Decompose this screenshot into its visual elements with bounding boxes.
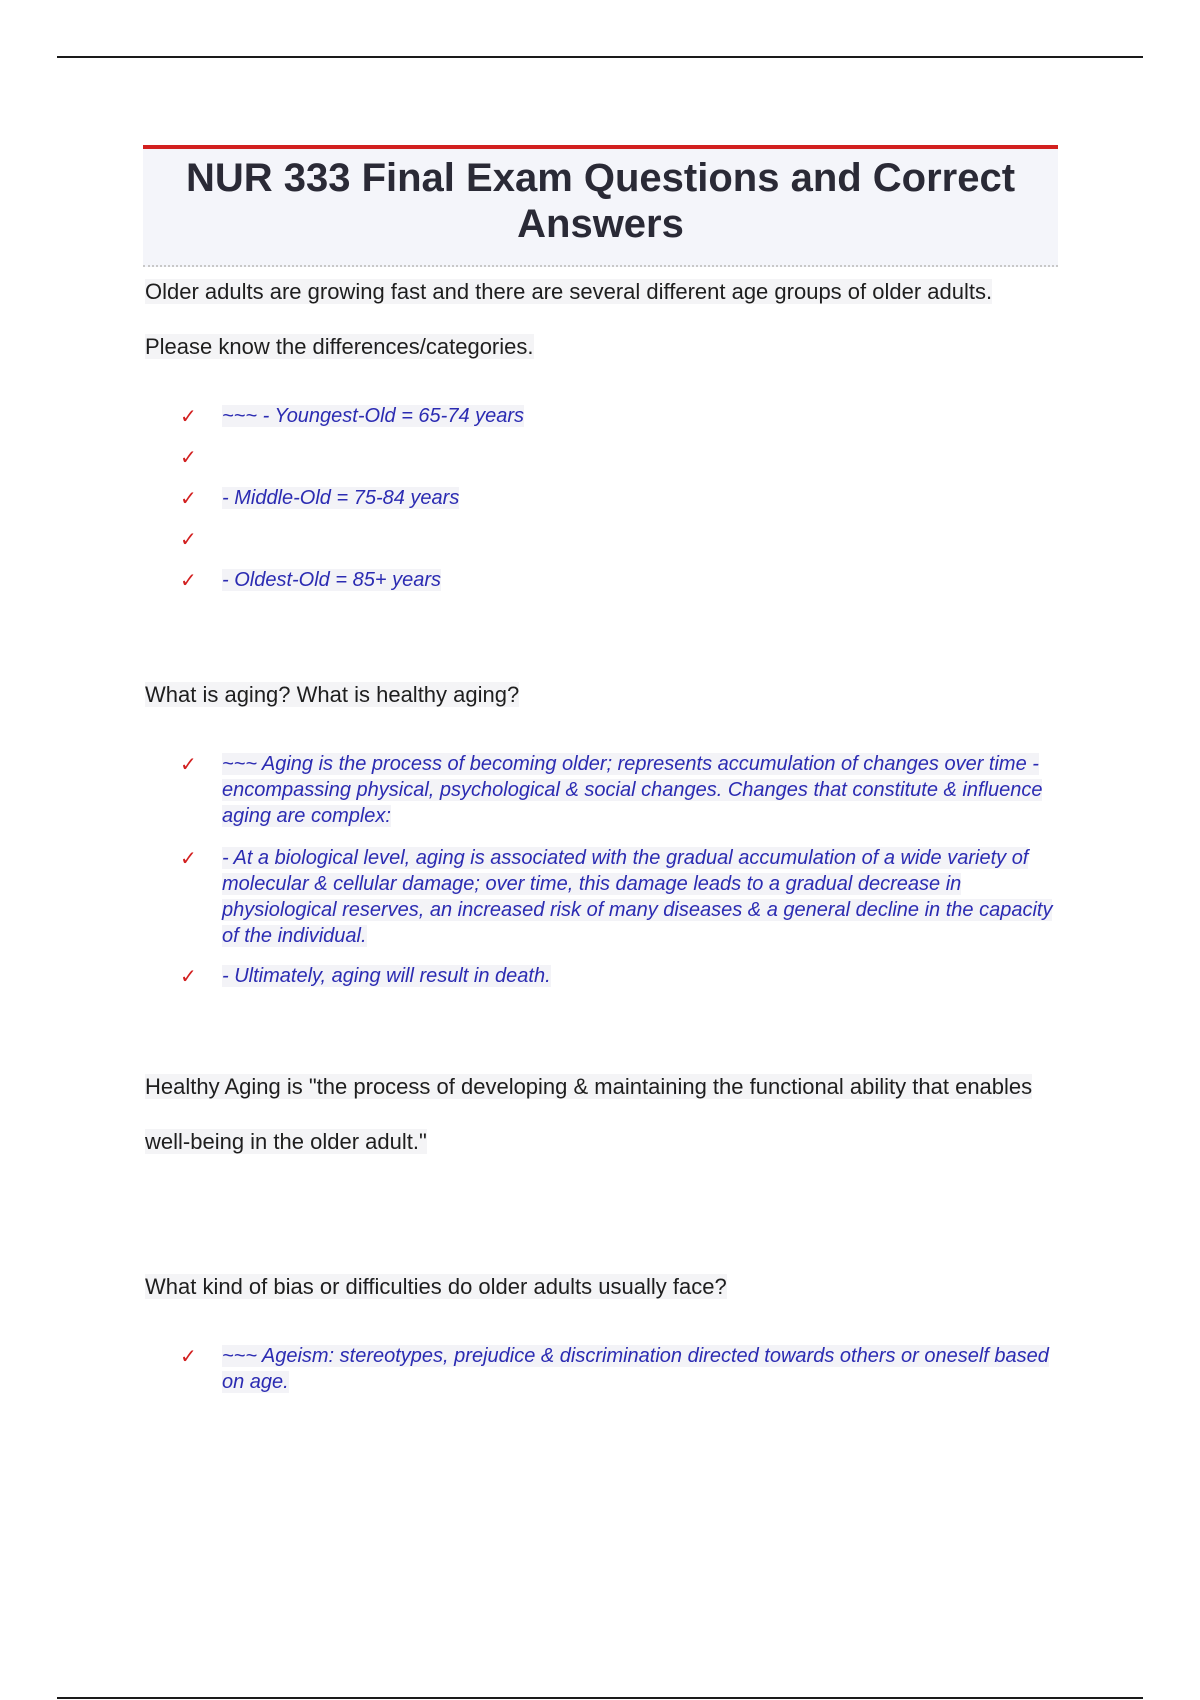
list-item [180, 403, 1060, 444]
answer-text: - At a biological level, aging is associated with the gradual accumulation of a wide variety of molecular & cellular damage; over time, this damage leads to a gradual decrease in physiological reserves, an increased risk of many diseases & a general decline in the capacity of the individual. [222, 847, 1053, 947]
check-icon: ✓ [180, 445, 197, 469]
question-2 [145, 667, 1065, 722]
answer-list-4 [180, 1343, 1060, 1399]
check-icon: ✓ [180, 752, 197, 776]
bottom-rule [57, 1697, 1143, 1699]
check-icon: ✓ [180, 568, 197, 592]
list-item [180, 845, 1060, 963]
check-icon: ✓ [180, 1344, 197, 1368]
list-item [180, 444, 1060, 485]
question-4-text: What kind of bias or difficulties do older adults usually face? [145, 1274, 727, 1299]
question-1 [145, 264, 1065, 374]
list-item [180, 485, 1060, 526]
check-icon: ✓ [180, 527, 197, 551]
list-item [180, 567, 1060, 608]
answer-text: - Middle-Old = 75-84 years [222, 487, 460, 509]
question-4 [145, 1259, 1065, 1314]
answer-list-2 [180, 751, 1060, 993]
answer-text: ~~~ Aging is the process of becoming older; represents accumulation of changes over time - encompassing physical, psychological & social changes. Changes that constitute & influence aging are complex: [222, 753, 1043, 827]
top-rule [57, 56, 1143, 58]
list-item [180, 963, 1060, 993]
list-item [180, 526, 1060, 567]
check-icon: ✓ [180, 846, 197, 870]
healthy-aging-text: Healthy Aging is "the process of developing & maintaining the functional ability that enables well-being in the older adult." [145, 1074, 1033, 1154]
check-icon: ✓ [180, 486, 197, 510]
list-item [180, 1343, 1060, 1399]
answer-text: - Ultimately, aging will result in death. [222, 965, 551, 987]
check-icon: ✓ [180, 404, 197, 428]
healthy-aging-definition [145, 1059, 1065, 1169]
answer-text: ~~~ Ageism: stereotypes, prejudice & discrimination directed towards others or oneself based on age. [222, 1345, 1049, 1393]
question-2-text: What is aging? What is healthy aging? [145, 682, 520, 707]
list-item [180, 751, 1060, 845]
check-icon: ✓ [180, 964, 197, 988]
answer-list-1 [180, 403, 1060, 608]
answer-text: ~~~ - Youngest-Old = 65-74 years [222, 405, 525, 427]
title-box [143, 145, 1058, 267]
answer-text: - Oldest-Old = 85+ years [222, 569, 441, 591]
page-title: NUR 333 Final Exam Questions and Correct Answers [185, 156, 1016, 246]
question-1-text: Older adults are growing fast and there are several different age groups of older adults. Please know the differences/categories. [145, 279, 993, 359]
